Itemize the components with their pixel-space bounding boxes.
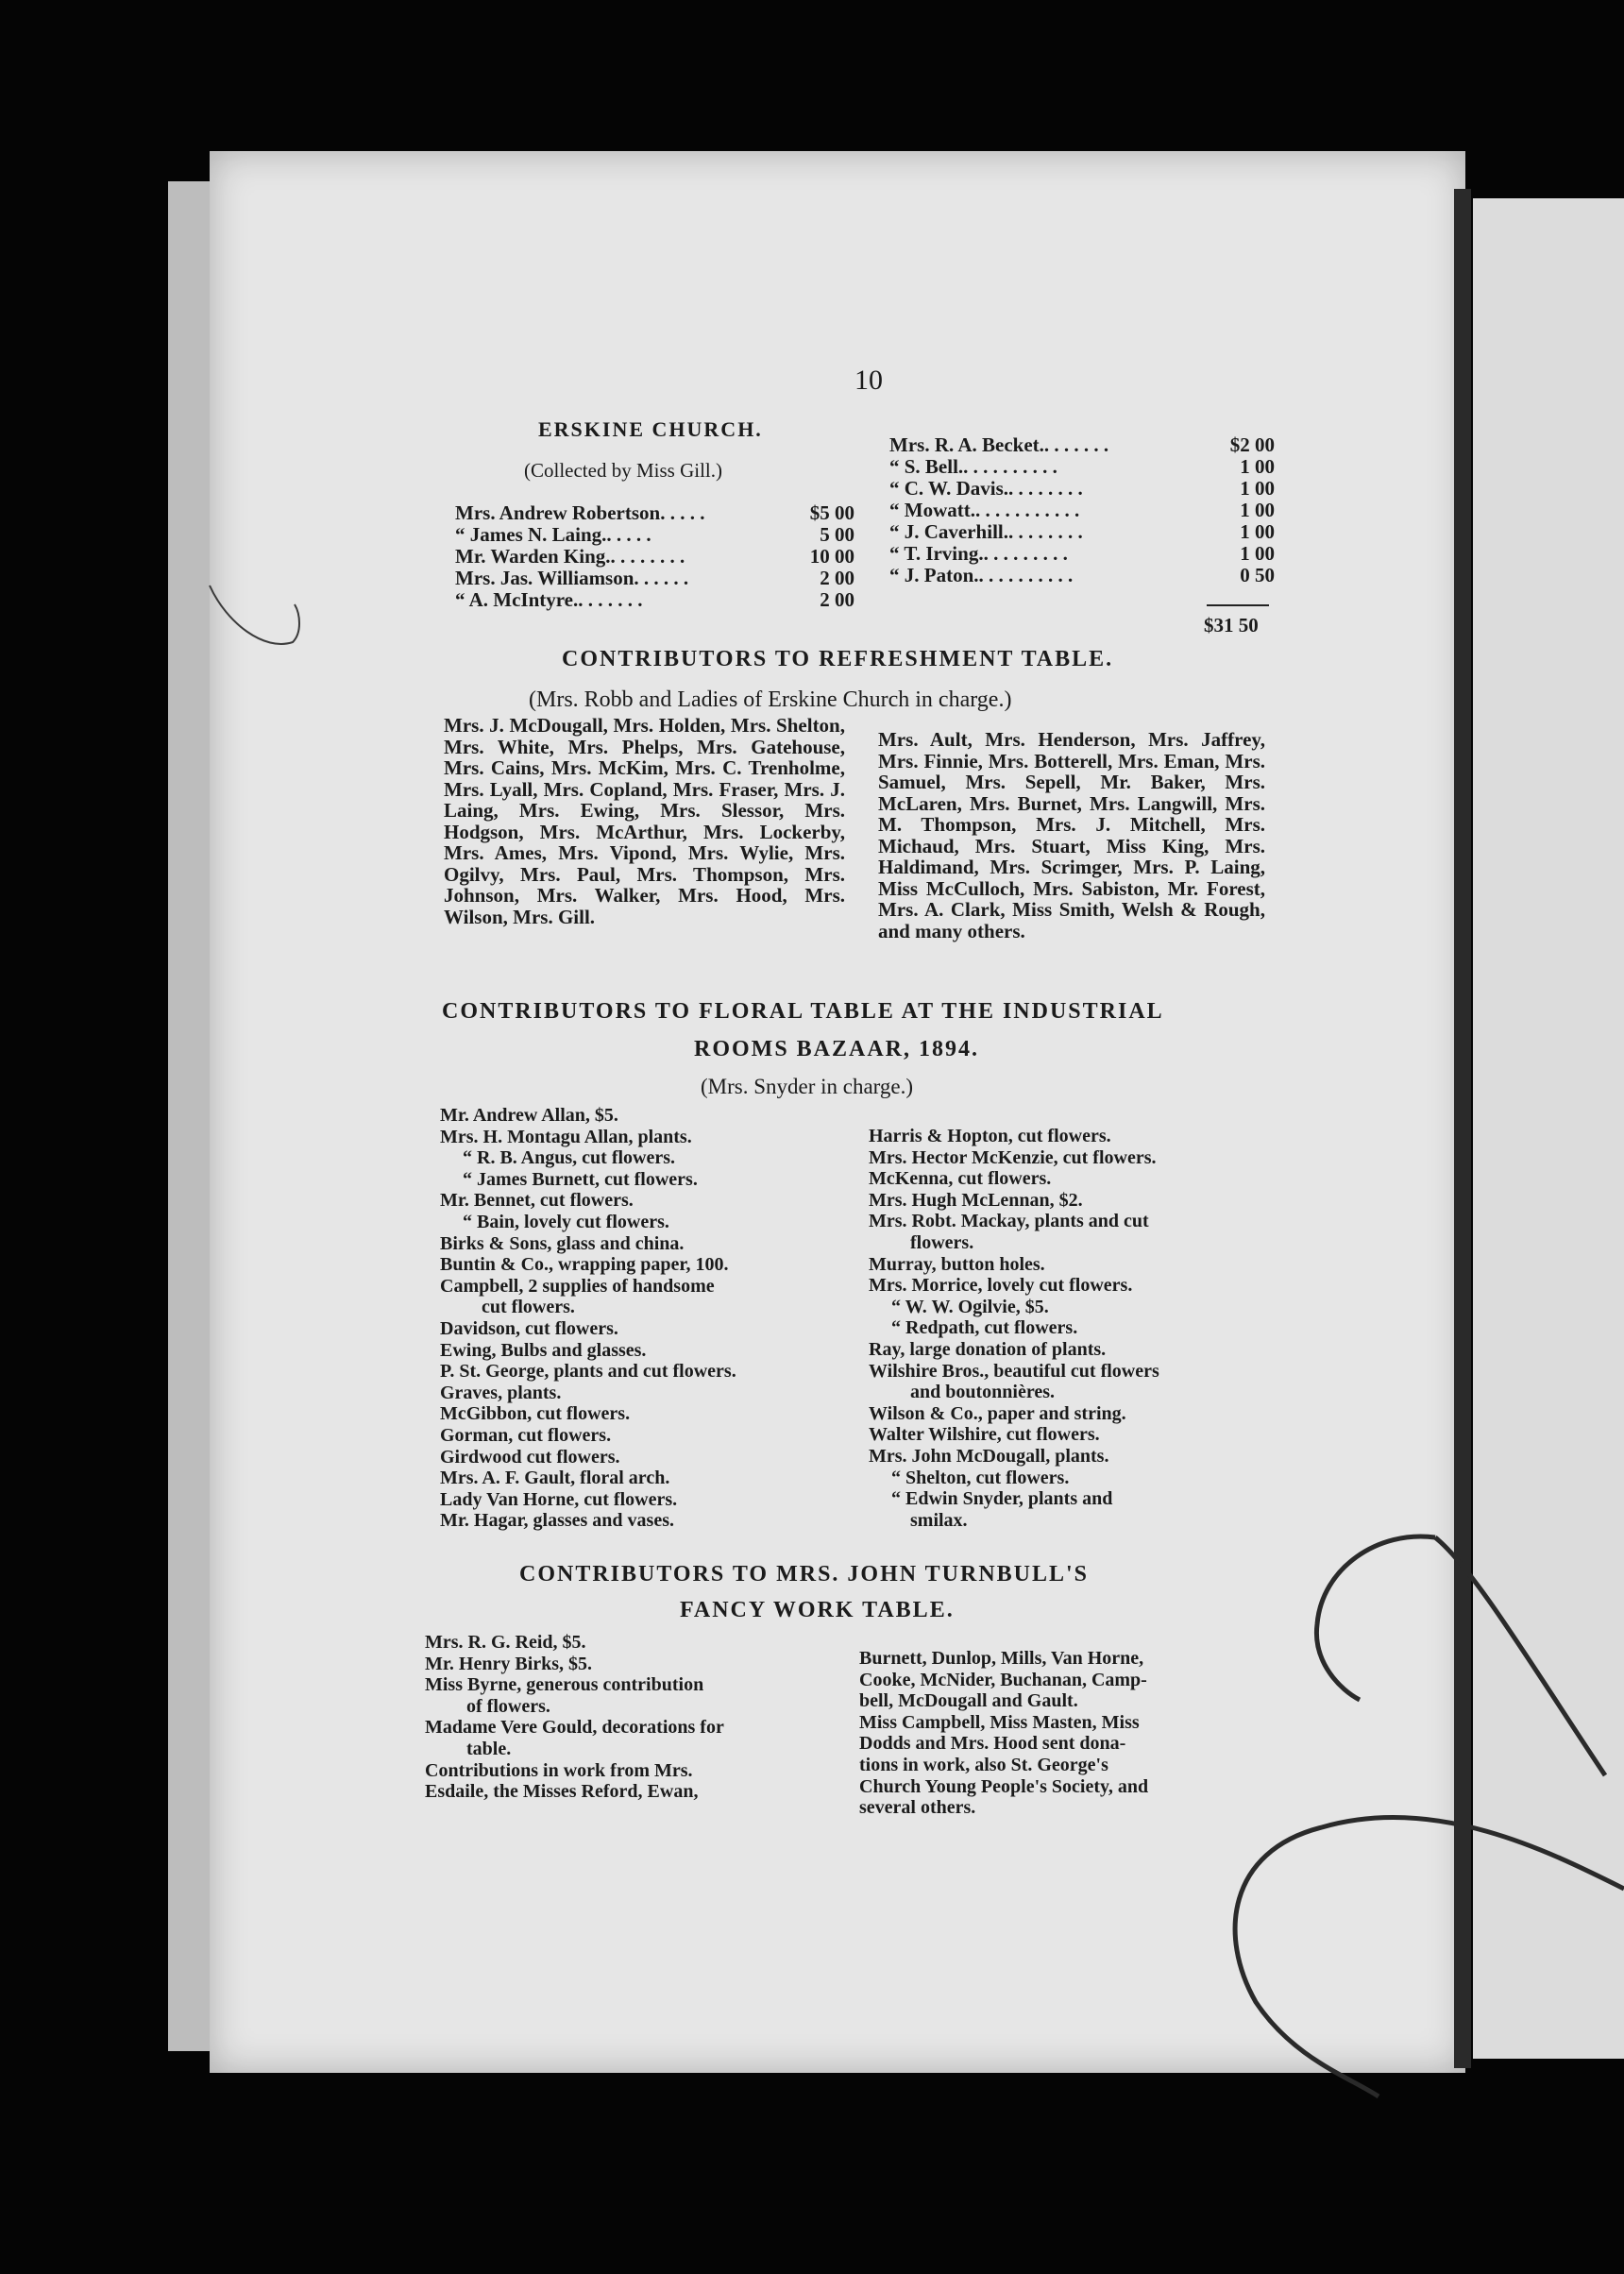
list-item: McKenna, cut flowers.: [869, 1168, 1052, 1190]
entry-name: “ T. Irving.. . . . . . . . .: [889, 542, 1068, 565]
list-item: Ray, large donation of plants.: [869, 1338, 1107, 1360]
list-item: Burnett, Dunlop, Mills, Van Horne,: [859, 1648, 1144, 1669]
list-item: Mrs. R. G. Reid, $5.: [425, 1632, 586, 1653]
list-item: Dodds and Mrs. Hood sent dona-: [859, 1733, 1126, 1755]
entry-amount: 1 00: [1240, 499, 1275, 521]
entry-amount: 1 00: [1240, 542, 1275, 565]
list-item: Buntin & Co., wrapping paper, 100.: [440, 1254, 729, 1276]
list-item: “ Redpath, cut flowers.: [891, 1317, 1078, 1339]
list-item: Wilson & Co., paper and string.: [869, 1402, 1126, 1424]
list-item: Mrs. H. Montagu Allan, plants.: [440, 1126, 692, 1147]
list-item: Campbell, 2 supplies of handsome: [440, 1275, 715, 1297]
list-item: Mrs. A. F. Gault, floral arch.: [440, 1468, 670, 1489]
entry-amount: $5 00: [809, 501, 854, 524]
erskine-title: ERSKINE CHURCH.: [538, 417, 763, 441]
erskine-collected: (Collected by Miss Gill.): [524, 459, 722, 482]
list-item: Murray, button holes.: [869, 1253, 1045, 1275]
list-item: Mrs. Hugh McLennan, $2.: [869, 1189, 1083, 1211]
list-item: Miss Byrne, generous contribution: [425, 1674, 704, 1696]
entry-amount: 1 00: [1240, 455, 1275, 478]
entry-name: “ S. Bell.. . . . . . . . . .: [889, 455, 1057, 478]
entry-amount: 1 00: [1240, 520, 1275, 543]
list-item: flowers.: [910, 1231, 974, 1253]
list-item: Lady Van Horne, cut flowers.: [440, 1488, 678, 1510]
list-item: cut flowers.: [482, 1297, 575, 1318]
list-item: tions in work, also St. George's: [859, 1754, 1108, 1775]
refreshment-title: CONTRIBUTORS TO REFRESHMENT TABLE.: [562, 647, 1114, 671]
list-item: Wilshire Bros., beautiful cut flowers: [869, 1360, 1159, 1382]
list-item: Mrs. John McDougall, plants.: [869, 1445, 1109, 1467]
floral-title-2: ROOMS BAZAAR, 1894.: [694, 1037, 980, 1061]
refreshment-sub: (Mrs. Robb and Ladies of Erskine Church in charge.): [529, 687, 1012, 712]
list-item: Girdwood cut flowers.: [440, 1446, 620, 1468]
list-item: Gorman, cut flowers.: [440, 1424, 612, 1446]
list-item: “ Shelton, cut flowers.: [891, 1467, 1070, 1488]
entry-name: Mrs. Jas. Williamson. . . . . .: [455, 567, 689, 589]
list-item: several others.: [859, 1797, 976, 1819]
list-item: McGibbon, cut flowers.: [440, 1403, 631, 1425]
list-item: Madame Vere Gould, decorations for: [425, 1717, 724, 1739]
list-item: Miss Campbell, Miss Masten, Miss: [859, 1711, 1140, 1733]
entry-amount: 10 00: [809, 545, 854, 568]
list-item: Mr. Andrew Allan, $5.: [440, 1105, 618, 1126]
list-item: Contributions in work from Mrs.: [425, 1759, 693, 1781]
entry-amount: 2 00: [820, 567, 854, 589]
fancy-title-1: CONTRIBUTORS TO MRS. JOHN TURNBULL'S: [519, 1562, 1090, 1587]
floral-title-1: CONTRIBUTORS TO FLORAL TABLE AT THE INDUSTRIAL: [442, 999, 1164, 1024]
list-item: P. St. George, plants and cut flowers.: [440, 1361, 736, 1383]
entry-name: “ James N. Laing.. . . . .: [455, 523, 651, 546]
entry-name: “ Mowatt.. . . . . . . . . . .: [889, 499, 1080, 521]
list-item: “ Edwin Snyder, plants and: [891, 1488, 1113, 1510]
list-item: “ R. B. Angus, cut flowers.: [463, 1147, 676, 1169]
list-item: Mr. Bennet, cut flowers.: [440, 1190, 634, 1212]
list-item: Cooke, McNider, Buchanan, Camp-: [859, 1669, 1147, 1690]
list-item: Birks & Sons, glass and china.: [440, 1232, 685, 1254]
list-item: Mr. Hagar, glasses and vases.: [440, 1510, 674, 1532]
entry-amount: 1 00: [1240, 477, 1275, 500]
entry-name: “ C. W. Davis.. . . . . . . .: [889, 477, 1083, 500]
list-item: Esdaile, the Misses Reford, Ewan,: [425, 1781, 699, 1803]
entry-amount: 0 50: [1240, 564, 1275, 586]
entry-name: Mr. Warden King.. . . . . . . .: [455, 545, 685, 568]
list-item: Davidson, cut flowers.: [440, 1317, 618, 1339]
list-item: bell, McDougall and Gault.: [859, 1690, 1078, 1712]
list-item: “ Bain, lovely cut flowers.: [463, 1211, 669, 1232]
page-number: 10: [854, 365, 883, 396]
entry-name: “ J. Caverhill.. . . . . . . .: [889, 520, 1083, 543]
list-item: Church Young People's Society, and: [859, 1775, 1149, 1797]
floral-sub: (Mrs. Snyder in charge.): [701, 1075, 914, 1098]
list-item: Mrs. Hector McKenzie, cut flowers.: [869, 1146, 1157, 1168]
list-item: and boutonnières.: [910, 1382, 1056, 1403]
refreshment-right-text: Mrs. Ault, Mrs. Henderson, Mrs. Jaffrey, Mrs. Finnie, Mrs. Botterell, Mrs. Eman, Mrs. Samuel, Mrs. Sepell, Mr. Baker, Mrs. McLaren, Mrs. Burnet, Mrs. Langwill, Mrs. M. Thompson, Mrs. J. Mitchell, Mrs. Michaud, Mrs. Stuart, Miss King, Mrs. Haldimand, Mrs. Scrimger, Mrs. P. Laing, Miss McCulloch, Mrs. Sabiston, Mr. Forest, Mrs. A. Clark, Miss Smith, Welsh & Rough, and many others.: [878, 728, 1265, 942]
list-item: Graves, plants.: [440, 1382, 562, 1403]
list-item: Mrs. Morrice, lovely cut flowers.: [869, 1275, 1133, 1297]
refreshment-left-text: Mrs. J. McDougall, Mrs. Holden, Mrs. Shelton, Mrs. White, Mrs. Phelps, Mrs. Gatehouse, Mrs. Cains, Mrs. McKim, Mrs. C. Trenholme, Mrs. Lyall, Mrs. Copland, Mrs. Fraser, Mrs. J. Laing, Mrs. Ewing, Mrs. Slessor, Mrs. Hodgson, Mrs. McArthur, Mrs. Lockerby, Mrs. Ames, Mrs. Vipond, Mrs. Wylie, Mrs. Ogilvy, Mrs. Paul, Mrs. Thompson, Mrs. Johnson, Mrs. Walker, Mrs. Hood, Mrs. Wilson, Mrs. Gill.: [444, 714, 845, 928]
entry-name: “ A. McIntyre.. . . . . . .: [455, 588, 643, 611]
list-item: Mr. Henry Birks, $5.: [425, 1653, 593, 1674]
entry-name: Mrs. Andrew Robertson. . . . .: [455, 501, 705, 524]
list-item: smilax.: [910, 1509, 968, 1531]
list-item: Mrs. Robt. Mackay, plants and cut: [869, 1211, 1149, 1232]
list-item: “ James Burnett, cut flowers.: [463, 1168, 698, 1190]
entry-amount: 2 00: [820, 588, 854, 611]
list-item: of flowers.: [466, 1695, 550, 1717]
entry-amount: $2 00: [1229, 433, 1275, 456]
fancy-title-2: FANCY WORK TABLE.: [680, 1598, 955, 1622]
list-item: Harris & Hopton, cut flowers.: [869, 1126, 1111, 1146]
list-item: Ewing, Bulbs and glasses.: [440, 1339, 647, 1361]
entry-name: “ J. Paton.. . . . . . . . . .: [889, 564, 1074, 586]
entry-amount: 5 00: [820, 523, 854, 546]
list-item: table.: [466, 1738, 512, 1759]
list-item: Walter Wilshire, cut flowers.: [869, 1424, 1100, 1446]
entry-name: Mrs. R. A. Becket.. . . . . . .: [889, 433, 1109, 456]
list-item: “ W. W. Ogilvie, $5.: [891, 1296, 1049, 1317]
erskine-total: $31 50: [1204, 614, 1259, 636]
